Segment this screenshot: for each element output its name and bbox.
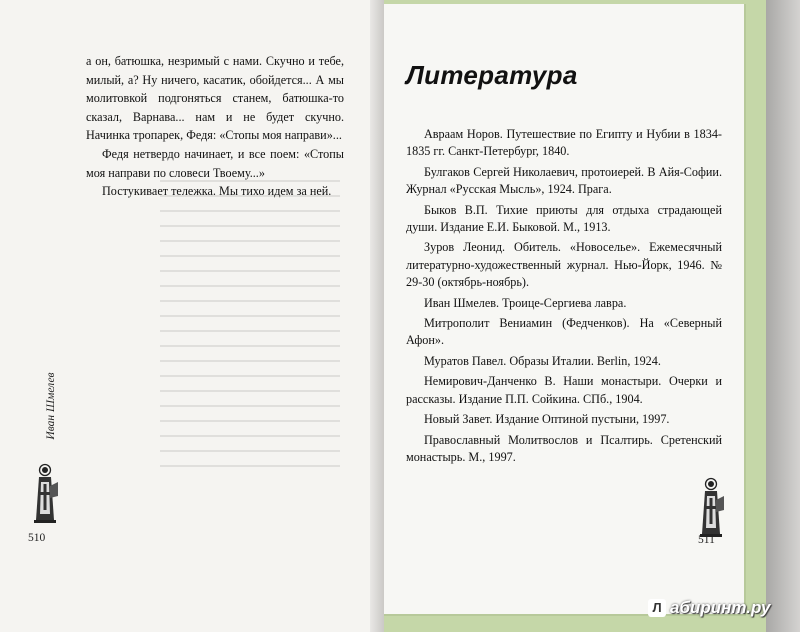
paragraph: а он, батюшка, незримый с нами. Скучно и тебе, милый, а? Ну ничего, касатик, обойдется... А мы молитовкой подгоняться станем, батюшка-то сказал, Варнава... нам и не будет скучно. Начинка тропарек, Федя: «Стопы моя направи»... — [86, 54, 344, 143]
bibliography-entry: Быков В.П. Тихие приюты для отдыха страдающей души. Издание Е.И. Быковой. М., 1913. — [406, 202, 722, 235]
page-number-right: 511 — [698, 534, 715, 546]
bibliography-entry: Зуров Леонид. Обитель. «Новоселье». Ежемесячный литературно-художественный журнал. Нью-Йорк, 1946. № 29-30 (октябрь-ноябрь). — [406, 240, 722, 290]
bibliography-entry: Муратов Павел. Образы Италии. Berlin, 1924. — [424, 353, 661, 368]
bibliography-entry: Митрополит Вениамин (Федченков). На «Северный Афон». — [406, 316, 722, 348]
bibliography-entry: Православный Молитвослов и Псалтирь. Сретенский монастырь. М., 1997. — [406, 432, 722, 464]
running-head — [26, 362, 76, 452]
bibliography-entry: Иван Шмелев. Троице-Сергиева лавра. — [424, 295, 627, 310]
watermark-logo-icon: Л — [648, 599, 666, 617]
saint-figure-icon — [30, 462, 60, 524]
background-edge — [766, 0, 800, 632]
bibliography-list — [406, 126, 722, 469]
show-through-text — [160, 180, 340, 480]
watermark — [648, 598, 770, 618]
watermark-text: абиринт.ру — [670, 598, 771, 617]
bibliography-entry: Булгаков Сергей Николаевич, протоиерей. В Айя-Софии. Журнал «Русская Мысль», 1924. Прага. — [406, 164, 722, 197]
page-number-left: 510 — [28, 532, 46, 544]
saint-figure-icon — [696, 476, 726, 538]
bibliography-entry: Новый Завет. Издание Оптиной пустыни, 1997. — [424, 412, 670, 427]
left-page-text — [86, 52, 344, 201]
running-head-text: Иван Шмелев — [45, 372, 57, 440]
paragraph: Постукивает тележка. Мы тихо идем за ней. — [102, 184, 332, 199]
section-heading: Литература — [406, 60, 578, 90]
bibliography-entry: Немирович-Данченко В. Наши монастыри. Очерки и рассказы. Издание П.П. Сойкина. СПб., 1904. — [406, 374, 722, 406]
paragraph: Федя нетвердо начинает, и все поем: «Стопы моя направи по словеси Твоему...» — [86, 146, 344, 180]
bibliography-entry: Авраам Норов. Путешествие по Египту и Нубии в 1834-1835 гг. Санкт-Петербург, 1840. — [406, 127, 722, 159]
